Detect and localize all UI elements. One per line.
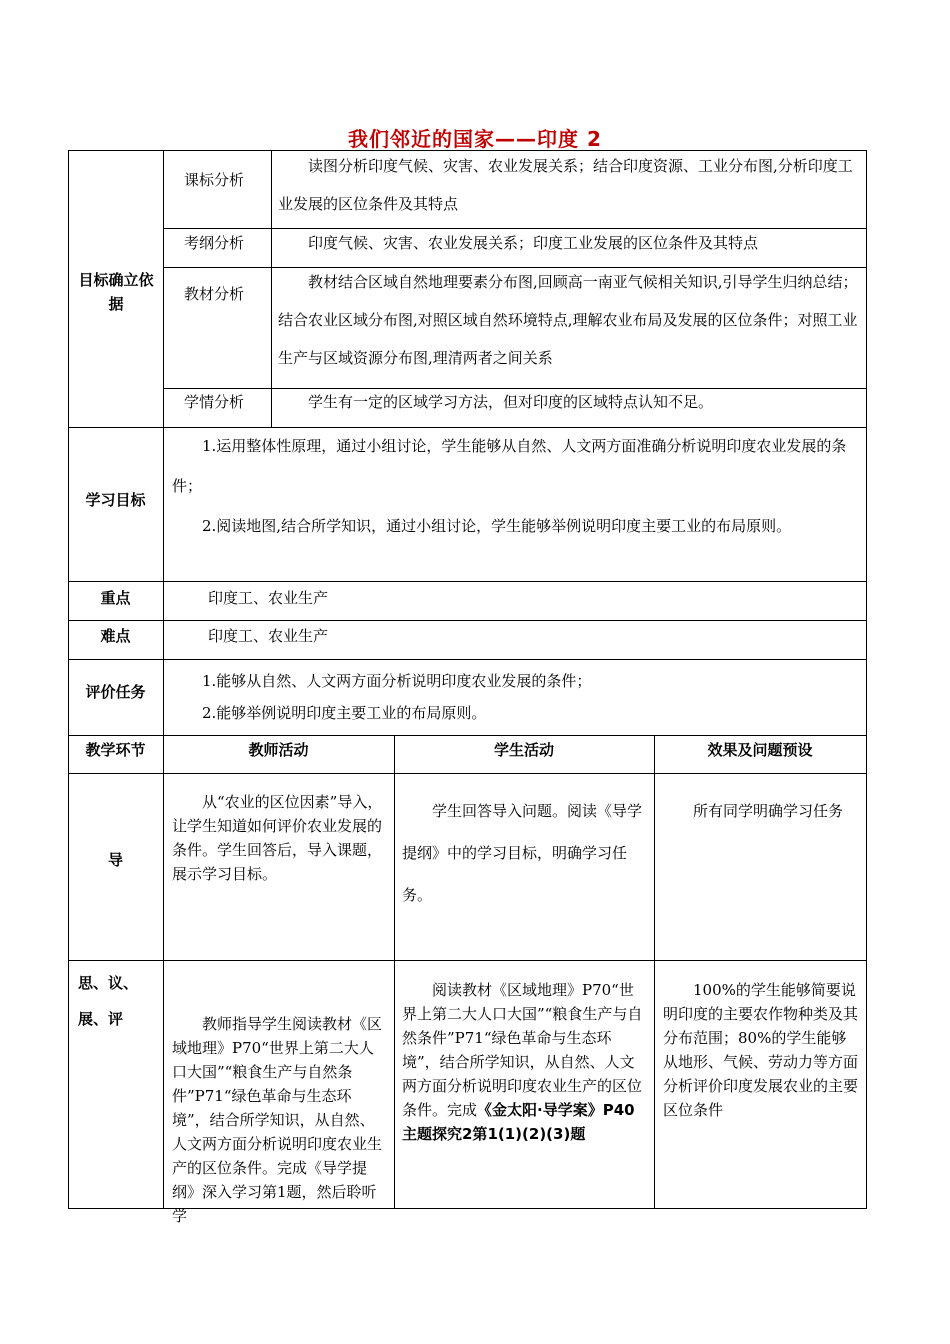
teacher-activity: 从“农业的区位因素”导入，让学生知道如何评价农业发展的条件。学生回答后，导入课题，展示学习目标。: [172, 793, 383, 883]
page-title: 我们邻近的国家——印度 2: [348, 127, 602, 151]
effect-expectation: 100%的学生能够简要说明印度的主要农作物种类及其分布范围；80%的学生能够从地形、气候、劳动力等方面分析评价印度发展农业的主要区位条件: [663, 981, 859, 1119]
process-header: 教师活动: [248, 741, 309, 759]
process-stage: 导: [107, 851, 123, 869]
effect-expectation: 所有同学明确学习任务: [693, 802, 844, 820]
evaluation-item: 1.能够从自然、人文两方面分析说明印度农业发展的条件；: [202, 672, 592, 690]
basis-row-text: 印度气候、灾害、农业发展关系；印度工业发展的区位条件及其特点: [308, 234, 759, 252]
evaluation-item: 2.能够举例说明印度主要工业的布局原则。: [202, 704, 487, 722]
key-point-text: 印度工、农业生产: [208, 589, 329, 607]
basis-label: 目标确立依据: [78, 271, 154, 313]
basis-row-label: 学情分析: [184, 393, 245, 411]
process-stage: 思、议、展、评: [78, 974, 139, 1028]
evaluation-label: 评价任务: [85, 683, 146, 701]
basis-row-label: 考纲分析: [184, 234, 245, 252]
teacher-activity: 教师指导学生阅读教材《区域地理》P70“世界上第二大人口大国”“粮食生产与自然条件”P71“绿色革命与生态环境”，结合所学知识，从自然、人文两方面分析说明印度农业生产的区位条件。完成《导学提纲》深入学习第1题，然后聆听学: [172, 1015, 383, 1225]
student-activity: [402, 978, 648, 1146]
basis-row-text: 读图分析印度气候、灾害、农业发展关系；结合印度资源、工业分布图,分析印度工业发展的区位条件及其特点: [278, 157, 853, 213]
process-header: 教学环节: [85, 741, 146, 759]
basis-row-text: 教材结合区域自然地理要素分布图,回顾高一南亚气候相关知识,引导学生归纳总结；结合农业区域分布图,对照区域自然环境特点,理解农业布局及发展的区位条件；对照工业生产与区域资源分布图,理清两者之间关系: [278, 273, 858, 367]
difficulty-label: 难点: [100, 627, 131, 645]
basis-row-label: 课标分析: [184, 171, 245, 189]
difficulty-text: 印度工、农业生产: [208, 627, 329, 645]
objective-item: 1.运用整体性原理，通过小组讨论，学生能够从自然、人文两方面准确分析说明印度农业发展的条件；: [172, 437, 847, 495]
key-point-label: 重点: [100, 589, 131, 607]
student-activity-task: 《金太阳·导学案》P40主题探究2第1(1)(2)(3)题: [402, 1101, 635, 1143]
student-activity: 学生回答导入问题。阅读《导学提纲》中的学习目标，明确学习任务。: [402, 802, 643, 904]
student-activity-text: 阅读教材《区域地理》P70“世界上第二大人口大国”“粮食生产与自然条件”P71“绿色革命与生态环境”，结合所学知识，从自然、人文两方面分析说明印度农业生产的区位条件。完成: [402, 981, 643, 1119]
process-header: 效果及问题预设: [707, 741, 813, 759]
basis-row-text: 学生有一定的区域学习方法，但对印度的区域特点认知不足。: [308, 393, 714, 411]
process-header: 学生活动: [493, 741, 554, 759]
basis-row-label: 教材分析: [184, 285, 245, 303]
objective-item: 2.阅读地图,结合所学知识，通过小组讨论，学生能够举例说明印度主要工业的布局原则。: [202, 517, 792, 535]
objectives-label: 学习目标: [85, 491, 146, 509]
